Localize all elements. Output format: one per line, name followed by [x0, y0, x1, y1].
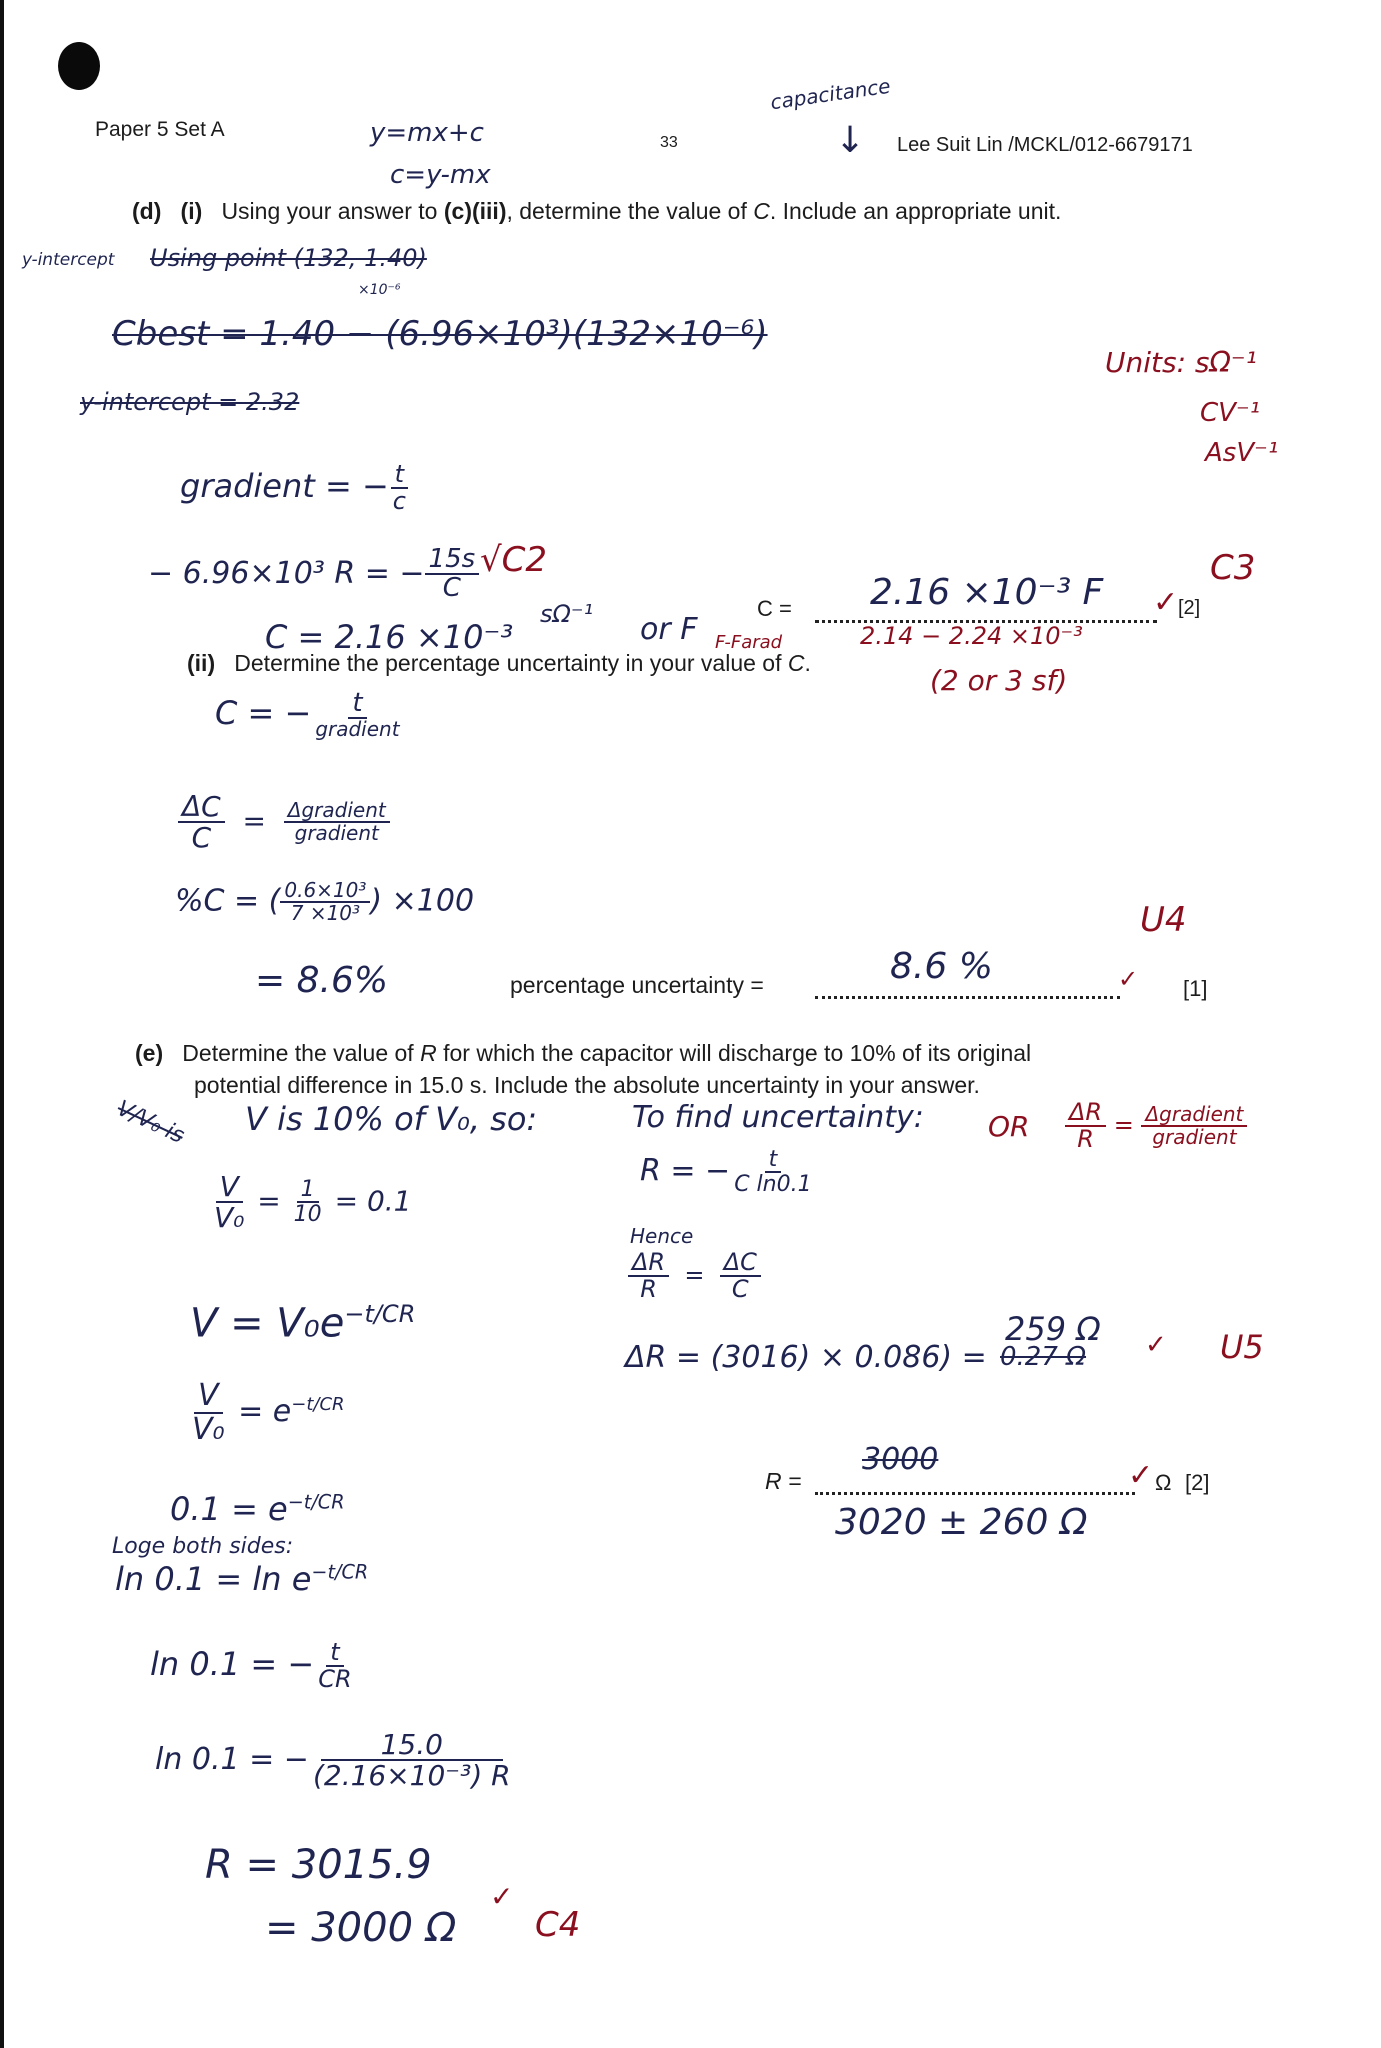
frac-num: Δgradient	[284, 800, 390, 823]
uncertainty-title: To find uncertainty:	[632, 1100, 924, 1135]
frac-den: CR	[318, 1665, 352, 1694]
tick-icon: ✓	[490, 1880, 514, 1913]
question-var: C	[753, 198, 770, 224]
r-answer-label: R =	[765, 1468, 802, 1494]
pct-answer-marks: [1]	[1183, 976, 1208, 1001]
struck-point-sub: ×10⁻⁶	[358, 282, 401, 298]
question-d-ii	[187, 650, 811, 677]
struck-intercept: y-intercept = 2.32	[80, 388, 300, 416]
hence-label: Hence	[630, 1224, 694, 1248]
frac-den: V₀	[192, 1411, 225, 1447]
eq: ln 0.1 = ln e	[115, 1560, 312, 1598]
dr-calc: ΔR = (3016) × 0.086) =	[625, 1340, 987, 1375]
frac-den: R	[1077, 1125, 1094, 1154]
question-text: Determine the percentage uncertainty in your value of	[234, 650, 788, 676]
frac-den: c	[392, 487, 406, 516]
frac-den: gradient	[1152, 1125, 1237, 1150]
margin-note-y-intercept: y-intercept	[22, 250, 115, 270]
frac-den: 10	[293, 1202, 322, 1228]
header-author: Lee Suit Lin /MCKL/012-6679171	[897, 134, 1193, 156]
question-var: C	[787, 650, 805, 676]
r-final-answer: 3020 ± 260 Ω	[835, 1502, 1088, 1543]
eq-lhs: R = −	[640, 1153, 731, 1189]
frac-num: 0.6×10³	[280, 880, 370, 903]
farad-note: F-Farad	[715, 632, 783, 653]
r-rounded: = 3000 Ω	[265, 1905, 457, 1951]
c-answer-marks: [2]	[1178, 597, 1201, 619]
ln-substitution	[155, 1730, 515, 1791]
dr-struck-value: 0.27 Ω	[1000, 1342, 1087, 1372]
tick-icon: ✓	[1128, 1458, 1154, 1493]
r-value: R = 3015.9	[205, 1842, 432, 1888]
frac-den: 7 ×10³	[290, 901, 361, 925]
eq-lhs: V = V₀e	[190, 1300, 345, 1347]
mark-c2: √C2	[480, 540, 548, 580]
question-var: R	[420, 1040, 437, 1066]
percent-c-eq	[175, 880, 474, 924]
mark-c4: C4	[535, 1905, 581, 1945]
mark-u4: U4	[1140, 900, 1187, 940]
frac-num: Δgradient	[1141, 1104, 1247, 1127]
eq-lhs: C = −	[215, 694, 312, 733]
units-note-cv: CV⁻¹	[1200, 398, 1261, 428]
mark-c3: C3	[1210, 548, 1256, 588]
frac-num: ΔR	[1065, 1100, 1106, 1127]
gradient-substitution	[148, 546, 479, 603]
punch-hole	[58, 42, 100, 90]
eq-lhs: ln 0.1 = −	[155, 1741, 309, 1777]
equals: =	[257, 1184, 281, 1218]
annot-intercept-eq: c=y-mx	[390, 160, 491, 190]
struck-ratio: V/V₀ is	[113, 1096, 188, 1149]
eq-rhs: = e	[238, 1394, 292, 1429]
arrow-down-icon: ↓	[835, 120, 866, 161]
frac-num: t	[348, 690, 366, 719]
frac-den: C ln0.1	[734, 1172, 812, 1198]
annot-line-eq: y=mx+c	[370, 118, 484, 148]
eq-lhs: ln 0.1 = −	[150, 1645, 315, 1684]
question-text: Determine the value of	[182, 1040, 421, 1066]
c-unit: sΩ⁻¹	[540, 600, 594, 628]
struck-point: Using point (132, 1.40)	[150, 244, 427, 272]
question-text: .	[804, 650, 811, 676]
step-01	[170, 1490, 345, 1528]
r-struck-value: 3000	[862, 1442, 939, 1477]
scan-edge	[0, 0, 4, 2048]
frac-den: R	[640, 1275, 657, 1304]
mark-u5: U5	[1220, 1328, 1264, 1366]
exponent: −t/CR	[287, 1490, 345, 1514]
part-ii-label: (ii)	[187, 650, 216, 676]
annot-capacitance: capacitance	[768, 73, 892, 115]
decay-eq	[190, 1300, 415, 1346]
frac-num: 15.0	[321, 1730, 503, 1761]
r-answer-unit: Ω	[1155, 1470, 1172, 1495]
frac-num: V	[216, 1172, 243, 1203]
ln-step	[115, 1560, 368, 1598]
percent-c-result: = 8.6%	[255, 960, 389, 1001]
c-answer-value: 2.16 ×10⁻³ F	[870, 572, 1104, 613]
ten-percent-intro: V is 10% of V₀, so:	[245, 1100, 538, 1138]
question-d-label: (d)	[132, 198, 162, 224]
tick-icon: ✓	[1145, 1330, 1167, 1360]
frac-den: C	[191, 821, 212, 855]
pct-answer-label: percentage uncertainty =	[510, 972, 764, 998]
question-text: Using your answer to	[221, 198, 444, 224]
frac-den: (2.16×10⁻³) R	[312, 1759, 511, 1793]
alt-formula: $\frac{\Delta R}{R}$ = $\frac{\text{Δgradient}}{\text{gradient}}$	[1065, 1100, 1247, 1152]
header-paper-label: Paper 5 Set A	[95, 118, 225, 141]
exponent: −t/CR	[311, 1560, 369, 1584]
question-text: . Include an appropriate unit.	[769, 198, 1062, 224]
frac-num: t	[326, 1640, 343, 1667]
frac-den: C	[442, 573, 461, 604]
c-range-note: 2.14 − 2.24 ×10⁻³	[860, 622, 1083, 650]
log-note: Loge both sides:	[112, 1534, 294, 1559]
question-d-i	[132, 198, 1061, 225]
question-e-line1	[135, 1040, 1031, 1067]
page-number: 33	[660, 134, 678, 151]
ratio-value: = 0.1	[334, 1184, 412, 1218]
frac-den: gradient	[315, 717, 400, 742]
c-from-gradient	[215, 690, 404, 740]
sf-note: (2 or 3 sf)	[930, 664, 1068, 697]
question-ref: (c)(iii)	[443, 198, 507, 224]
frac-num: ΔR	[628, 1250, 669, 1277]
frac-den: V₀	[214, 1201, 245, 1235]
eq-lhs: %C = (	[175, 883, 281, 919]
ratio-eq	[210, 1172, 411, 1233]
frac-num: 15s	[425, 546, 480, 575]
c-result: C = 2.16 ×10⁻³	[265, 618, 514, 656]
tick-icon: ✓	[1153, 585, 1179, 620]
units-note-asv: AsV⁻¹	[1205, 438, 1279, 468]
part-i-label: (i)	[180, 198, 203, 224]
dr-dc-eq: $\frac{\Delta R}{R}$ = $\frac{\Delta C}{C}$	[628, 1250, 761, 1302]
exponent: −t/CR	[344, 1300, 416, 1328]
gradient-eq	[180, 462, 410, 514]
ln-simplified	[150, 1640, 356, 1692]
relative-uncertainty-eq: $\frac{\Delta C}{C}$ = $\frac{\text{Δgradient}}{\text{gradient}}$	[178, 792, 390, 853]
c-answer-label: C =	[757, 596, 792, 621]
r-formula	[640, 1148, 816, 1196]
frac-num: V	[194, 1380, 223, 1414]
eq-lhs: − 6.96×10³ R = −	[148, 555, 425, 591]
eq-lhs: gradient = −	[180, 467, 389, 506]
question-text: , determine the value of	[506, 198, 754, 224]
eq: 0.1 = e	[170, 1490, 288, 1528]
r-answer-marks: [2]	[1185, 1470, 1210, 1495]
units-note-title: Units: sΩ⁻¹	[1105, 346, 1257, 379]
eq-rhs: ) ×100	[370, 883, 475, 919]
exponent: −t/CR	[291, 1394, 345, 1415]
ratio-exp-eq	[188, 1380, 345, 1445]
frac-den: C	[731, 1275, 749, 1304]
pct-answer-value: 8.6 %	[890, 946, 993, 987]
frac-num: ΔC	[720, 1250, 761, 1277]
frac-den: gradient	[294, 821, 379, 846]
question-text: for which the capacitor will discharge to 10% of its original	[436, 1040, 1032, 1066]
dr-value: 259 Ω	[1005, 1310, 1101, 1348]
alt-or: OR	[988, 1110, 1030, 1143]
frac-num: 1	[297, 1178, 319, 1203]
frac-num: ΔC	[178, 792, 225, 823]
struck-cbest: Cbest = 1.40 − (6.96×10³)(132×10⁻⁶)	[112, 314, 768, 354]
frac-num: t	[391, 462, 408, 489]
frac-num: t	[765, 1148, 782, 1173]
question-e-line2: potential difference in 15.0 s. Include the absolute uncertainty in your answer.	[194, 1072, 980, 1098]
tick-icon: ✓	[1118, 965, 1139, 993]
c-unit-or: or F	[640, 612, 698, 647]
question-e-label: (e)	[135, 1040, 164, 1066]
